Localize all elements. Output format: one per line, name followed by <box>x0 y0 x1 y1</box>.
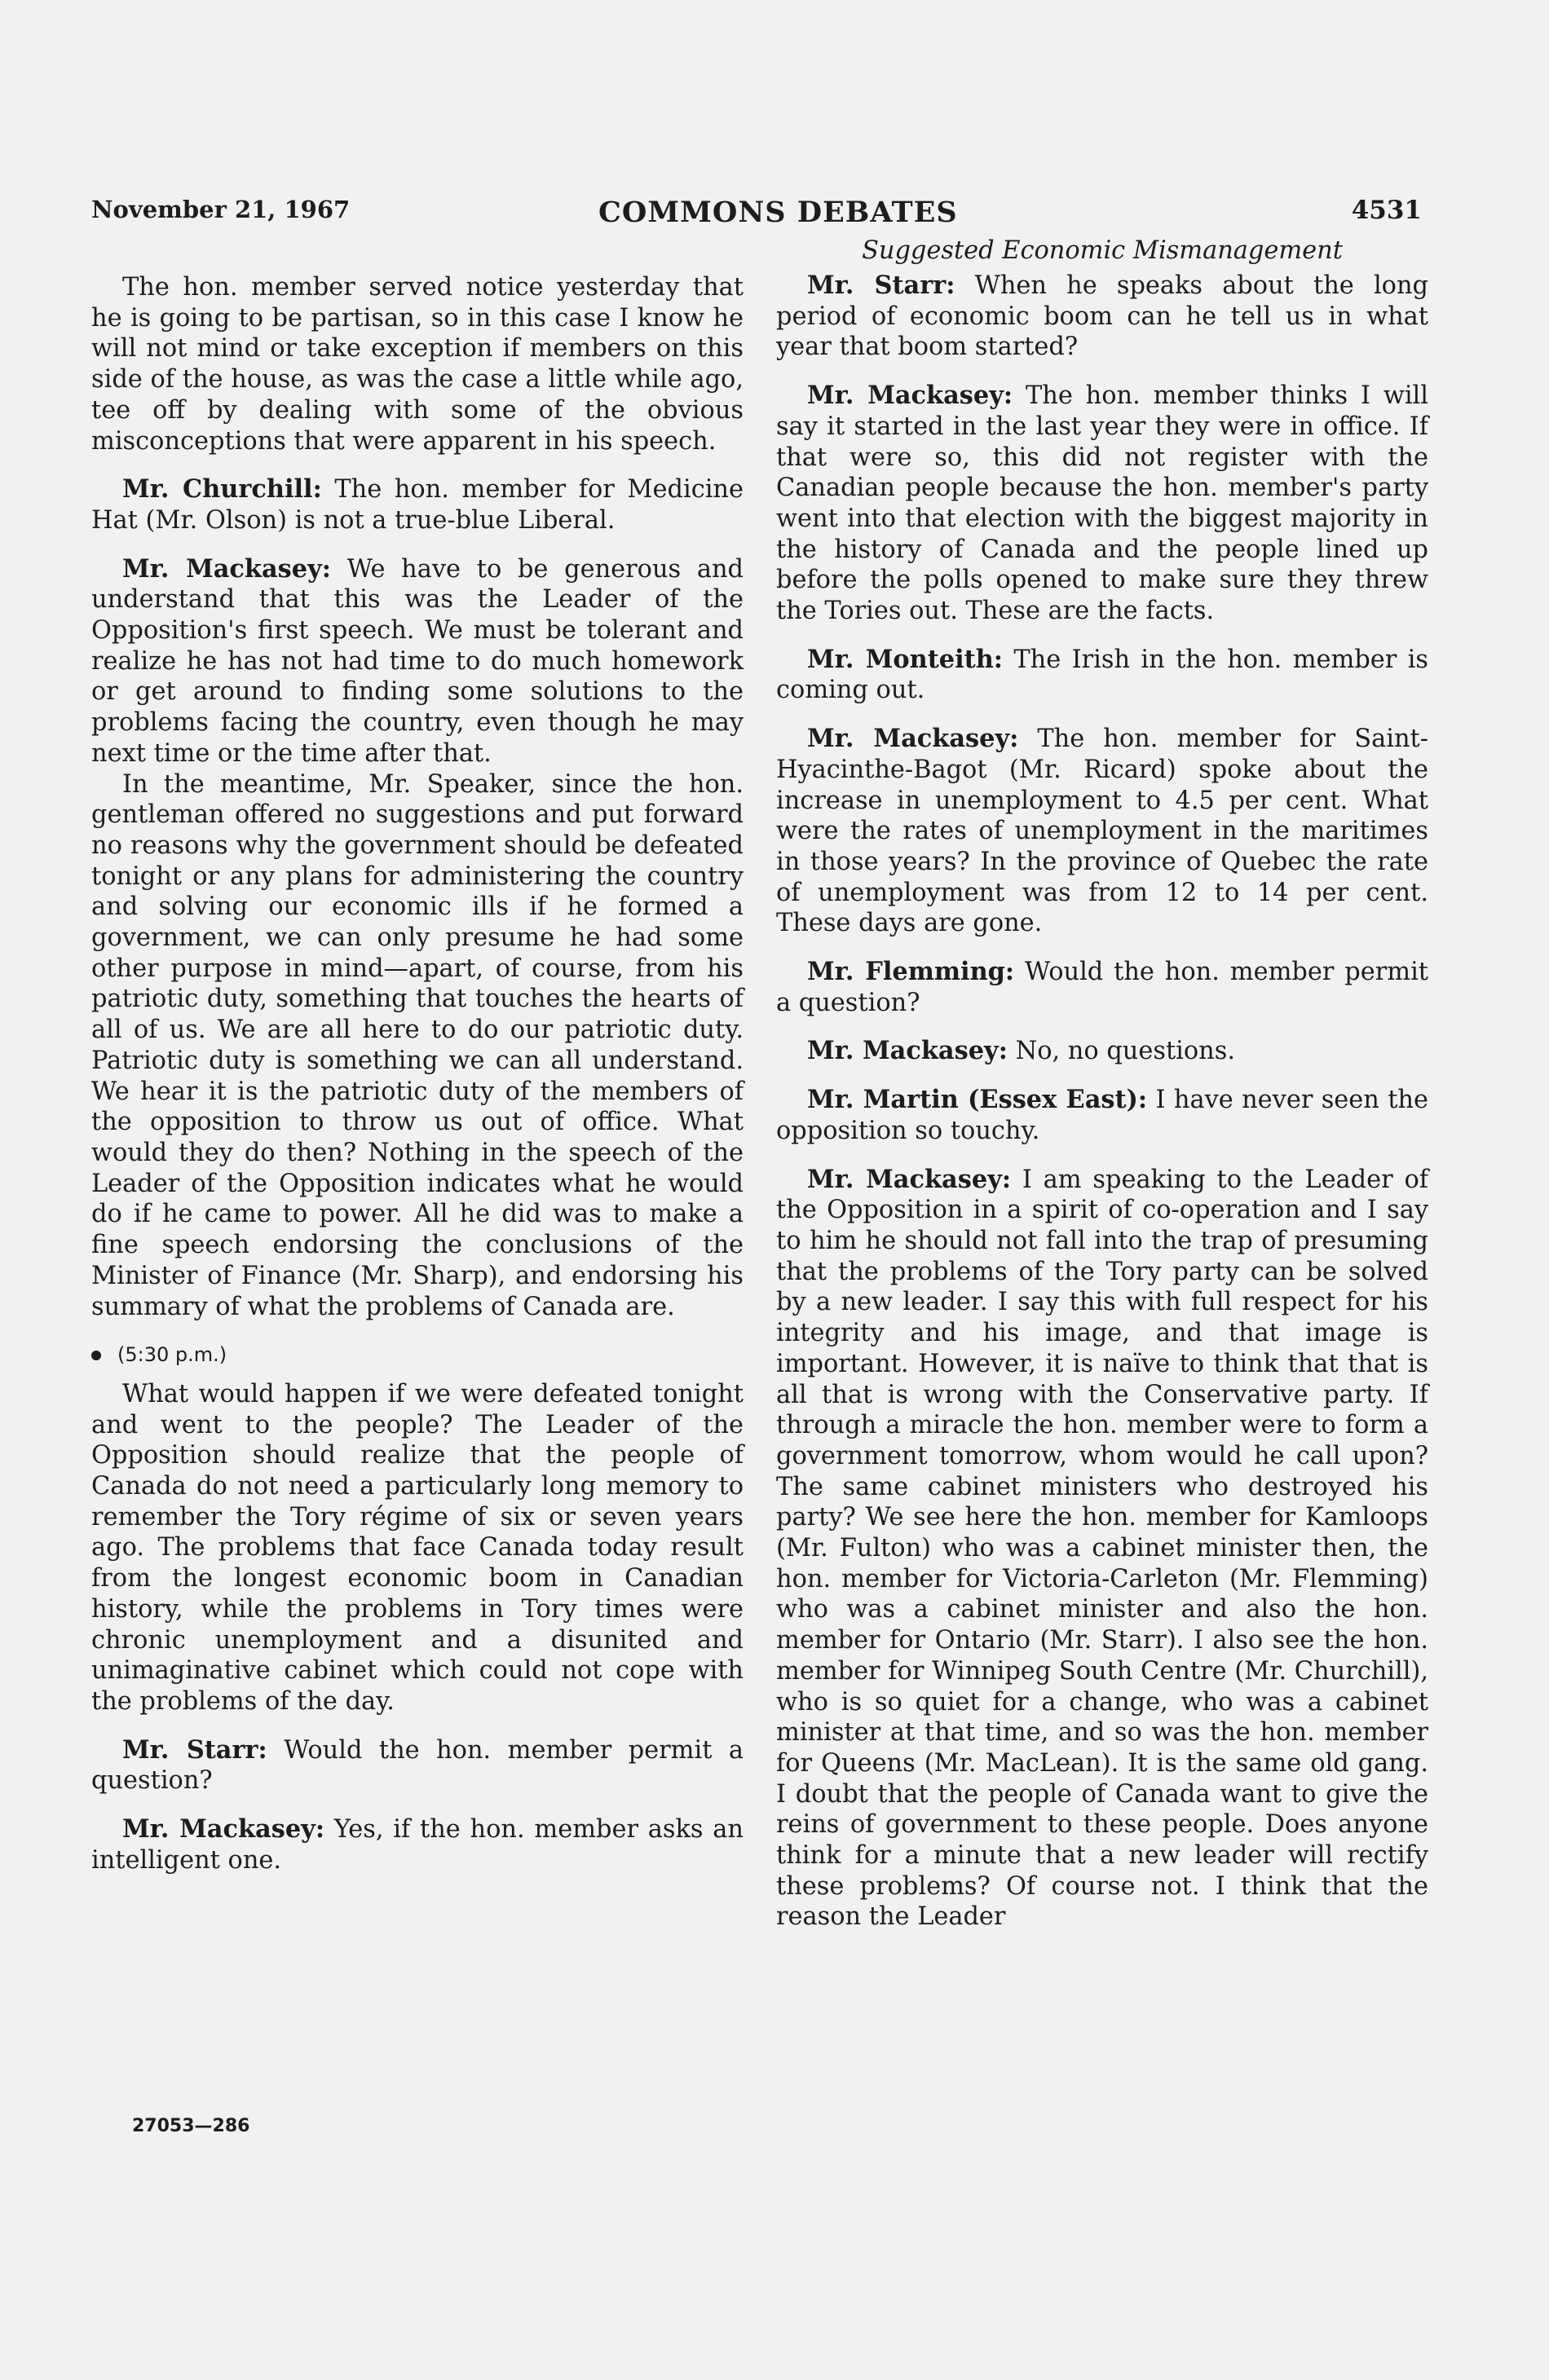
speaker-name: Mr. Mackasey: <box>122 553 331 584</box>
time-text: (5:30 p.m.) <box>117 1343 227 1367</box>
speaker-name: Mr. Starr: <box>122 1734 267 1765</box>
speech-starr <box>776 271 1428 363</box>
speech-text: Yes, if the hon. member asks an intelligent one. <box>91 1815 744 1875</box>
speech-text: The hon. member thinks I will say it started in the last year they were in office. If that were so, this did not register with the Canadian people because the hon. member's party went into that election with the biggest majority in the history of Canada and the people lined up before the polls opened to make sure they threw the Tories out. These are the facts. <box>776 381 1428 626</box>
header-date: November 21, 1967 <box>91 196 351 223</box>
page-number: 4531 <box>1351 196 1422 225</box>
paragraph: What would happen if we were defeated tonight and went to the people? The Leader of the Opposition should realize that the people of Canada do not need a particularly long memory to remember the Tory régime of six or seven years ago. The problems that face Canada today result from the longest economic boom in Canadian history, while the problems in Tory times were chronic unemployment and a disunited and unimaginative cabinet which could not cope with the problems of the day. <box>91 1379 744 1716</box>
speech-text: When he speaks about the long period of economic boom can he tell us in what year that boom started? <box>776 271 1428 362</box>
footer-code: 27053—286 <box>132 2116 250 2136</box>
speech-churchill <box>91 474 744 536</box>
speech-text: The Irish in the hon. member is coming out. <box>776 645 1428 705</box>
speech-text: We have to be generous and understand that this was the Leader of the Opposition's first speech. We must be tolerant and realize he has not had time to do much homework or get around to finding some solutions to the problems facing the country, even though he may next time or the time after that. <box>91 554 744 768</box>
right-column <box>776 235 1428 1933</box>
speech-mackasey <box>776 1165 1428 1933</box>
speaker-name: Mr. Churchill: <box>122 474 322 505</box>
paragraph: In the meantime, Mr. Speaker, since the hon. gentleman offered no suggestions and put forward no reasons why the government should be defeated tonight or any plans for administering the country and solving our economic ills if he formed a government, we can only presume he had some other purpose in mind—apart, of course, from his patriotic duty, something that touches the hearts of all of us. We are all here to do our patriotic duty. Patriotic duty is something we can all understand. We hear it is the patriotic duty of the members of the opposition to throw us out of office. What would they do then? Nothing in the speech of the Leader of the Opposition indicates what he would do if he came to power. All he did was to make a fine speech endorsing the conclusions of the Minister of Finance (Mr. Sharp), and endorsing his summary of what the problems of Canada are. <box>91 769 744 1321</box>
speaker-name: Mr. Mackasey: <box>122 1814 325 1844</box>
speech-monteith <box>776 645 1428 706</box>
paragraph: The hon. member served notice yesterday that he is going to be partisan, so in this case I know he will not mind or take exception if members on this side of the house, as was the case a little while ago, tee off by dealing with some of the obvious misconceptions that were apparent in his speech. <box>91 273 744 456</box>
speaker-name: Mr. Mackasey: <box>807 1164 1012 1194</box>
speech-text: The hon. member for Medicine Hat (Mr. Olson) is not a true-blue Liberal. <box>91 475 744 535</box>
bullet-icon <box>91 1351 101 1360</box>
speech-text: I am speaking to the Leader of the Opposition in a spirit of co-operation and I say to him he should not fall into the trap of presuming that the problems of the Tory party can be solved by a new leader. I say this with full respect for his integrity and his image, and that image is important. However, it is naïve to think that that is all that is wrong with the Conservative party. If through a miracle the hon. member were to form a government tomorrow, whom would he call upon? The same cabinet ministers who destroyed his party? We see here the hon. member for Kamloops (Mr. Fulton) who was a cabinet minister then, the hon. member for Victoria-Carleton (Mr. Flemming) who was a cabinet minister and also the hon. member for Ontario (Mr. Starr). I also see the hon. member for Winnipeg South Centre (Mr. Churchill), who is so quiet for a change, who was a cabinet minister at that time, and so was the hon. member for Queens (Mr. MacLean). It is the same old gang. I doubt that the people of Canada want to give the reins of government to these people. Does anyone think for a minute that a new leader will rectify these problems? Of course not. I think that the reason the Leader <box>776 1165 1428 1932</box>
speech-flemming <box>776 957 1428 1018</box>
speech-text: The hon. member for Saint-Hyacinthe-Bagot (Mr. Ricard) spoke about the increase in unemployment to 4.5 per cent. What were the rates of unemployment in the maritimes in those years? In the province of Quebec the rate of unemployment was from 12 to 14 per cent. These days are gone. <box>776 725 1428 938</box>
speech-mackasey <box>91 1814 744 1875</box>
header-title: COMMONS DEBATES <box>598 196 958 229</box>
speech-mackasey <box>776 1036 1428 1067</box>
left-column <box>91 272 744 1875</box>
speech-text: Would the hon. member permit a question? <box>776 958 1428 1017</box>
speaker-name: Mr. Martin (Essex East): <box>807 1085 1148 1115</box>
speaker-name: Mr. Flemming: <box>807 957 1015 987</box>
section-subheading: Suggested Economic Mismanagement <box>862 236 1343 265</box>
speaker-name: Mr. Mackasey: <box>807 1036 1008 1066</box>
speaker-name: Mr. Starr: <box>807 271 955 300</box>
speaker-name: Mr. Mackasey: <box>807 381 1013 411</box>
speech-mackasey <box>776 724 1428 939</box>
speech-mackasey <box>91 554 744 769</box>
speech-text: I have never seen the opposition so touchy. <box>776 1086 1428 1145</box>
time-marker <box>91 1340 744 1371</box>
speech-martin <box>776 1085 1428 1146</box>
speech-text: Would the hon. member permit a question? <box>91 1735 744 1796</box>
speech-mackasey <box>776 381 1428 627</box>
page-header <box>91 196 1422 236</box>
speech-starr <box>91 1735 744 1796</box>
speech-text: No, no questions. <box>1007 1037 1236 1066</box>
speaker-name: Mr. Mackasey: <box>807 724 1019 754</box>
speaker-name: Mr. Monteith: <box>807 644 1004 674</box>
